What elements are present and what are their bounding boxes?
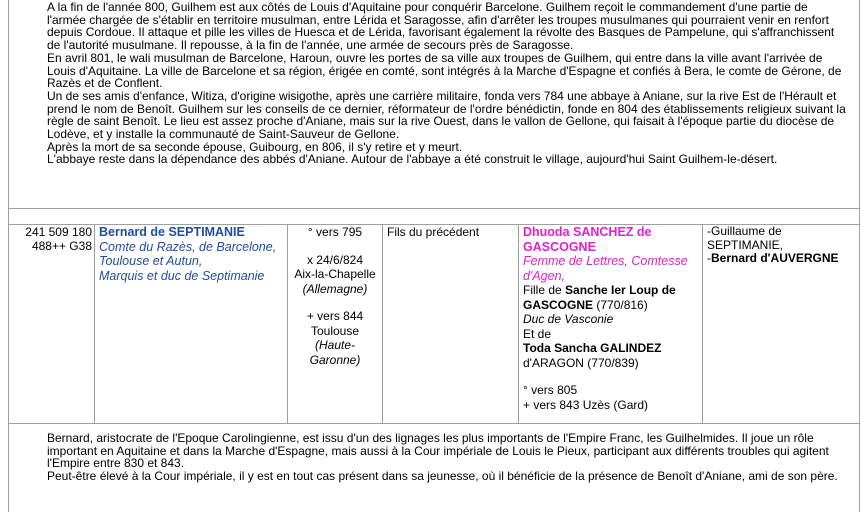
paragraph: Après la mort de sa seconde épouse, Guibourg, en 806, il s'y retire et y meurt. (47, 139, 463, 154)
spouse-titles: Femme de Lettres, Comtesse d'Agen, (523, 254, 688, 283)
paragraph: Bernard, aristocrate de l'Epoque Carolingienne, est issu d'un des lignages les plus importants de l'Empire Franc, les Guilhelmides. Il joue un rôle important en Aquitaine et dans la Marche d'Espagne, mais aussi à la Cour impériale de Louis le Pieux, participant aux différents troubles qui agitent l'Empire entre 830 et 843. (47, 431, 829, 471)
ref-number: 241 509 180 (25, 225, 92, 239)
paragraph: A la fin de l'année 800, Guilhem est aux côtés de Louis d'Aquitaine pour conquérir Barcelone. Guilhem reçoit le commandement d'une partie de l'armée chargée de s'établir en territoire musulman, entre Lérida et Saragosse, afin d'arrêter les troupes musulmanes qui pourraient venir en renfort depuis Cordoue. Il attaque et pille les villes de Huesca et de Lérida, favorisant également la révolte des Basques de Pampelune, qui s'affranchissent de l'autorité musulmane. Il repousse, à la fin de l'année, une armée de secours près de Saragosse. (47, 0, 835, 53)
death-region: (Haute-Garonne) (309, 338, 361, 367)
guilhem-biography (47, 1, 847, 166)
reference-cell (12, 225, 92, 253)
spouse-birth: ° vers 805 (523, 383, 578, 397)
spouse-father-line (523, 283, 699, 312)
person-title: Marquis et duc de Septimanie (99, 268, 265, 283)
paragraph: En avril 801, le wali musulman de Barcelone, Haroun, ouvre les portes de sa ville aux troupes de Guilhem, qui entre dans la ville avant l'arrivée de Louis d'Aquitaine. La ville de Barcelone et sa région, érigée en comté, sont intégrés à la Marche d'Espagne et confiés à Bera, le comte de Gérone, de Razès et de Conflent. (47, 50, 842, 91)
row-divider-bottom (8, 423, 860, 424)
spouse-cell (523, 225, 699, 412)
death-place: Toulouse (310, 323, 360, 338)
child (707, 252, 857, 266)
spouse-father-title: Duc de Vasconie (523, 312, 614, 326)
child-prefix: - (707, 251, 711, 265)
child: -Guillaume de SEPTIMANIE, (707, 224, 784, 252)
person-cell (99, 225, 284, 283)
marriage-date: x 24/6/824 (306, 252, 364, 267)
ref-code: 488++ G38 (31, 239, 92, 253)
col-divider-2 (287, 224, 288, 423)
marriage-region: (Allemagne) (302, 281, 368, 296)
col-divider-3 (382, 224, 383, 423)
paragraph: Peut-être élevé à la Cour impériale, il y est en tout cas présent dans sa jeunesse, où il bénéficie de la présence de Benoît d'Aniane, ami de son père. (47, 469, 838, 484)
birth: ° vers 795 (307, 225, 363, 239)
col-divider-4 (518, 224, 519, 423)
row-divider-top (8, 208, 860, 209)
filiation-cell (387, 225, 515, 240)
spouse-death: + vers 843 Uzès (Gard) (523, 397, 649, 412)
spouse-mother: Toda Sancha GALINDEZ (523, 341, 662, 355)
death: + vers 844 (306, 309, 364, 323)
spouse-name: Dhuoda SANCHEZ de GASCOGNE (523, 225, 652, 254)
paragraph: L'abbaye reste dans la dépendance des abbés d'Aniane. Autour de l'abbaye a été construit le village, aujourd'hui Saint Guilhem-le-désert. (47, 152, 778, 167)
bernard-biography (47, 432, 847, 483)
col-divider-5 (702, 224, 703, 423)
children-cell (707, 225, 857, 266)
dates-cell (289, 225, 381, 367)
spouse-father-dates: (770/816) (593, 297, 648, 312)
spouse-and: Et de (523, 326, 552, 341)
person-title: Comte du Razès, de Barcelone, Toulouse et Autun, (99, 239, 277, 268)
spouse-father-prefix: Fille de (523, 283, 566, 297)
col-divider-1 (94, 224, 95, 423)
person-name: Bernard de SEPTIMANIE (99, 225, 245, 239)
child-name: Bernard d'AUVERGNE (711, 251, 839, 265)
paragraph: Un de ses amis d'enfance, Witiza, d'origine wisigothe, après une carrière militaire, fonda vers 784 une abbaye à Aniane, sur la rive Est de l'Hérault et prend le nom de Benoît. Guilhem sur les conseils de ce dernier, réformateur de l'ordre bénédictin, fonde en 804 des établissements religieux suivant la règle de saint Benoît. Le lieu est assez proche d'Aniane, mais sur la rive Ouest, dans le vallon de Gellone, qui faisait à l'époque partie du diocèse de Lodève, et y installe la communauté de Saint-Sauveur de Gellone. (47, 88, 846, 142)
spouse-mother-place: d'ARAGON (770/839) (523, 355, 639, 370)
filiation: Fils du précédent (387, 225, 480, 239)
marriage-place: Aix-la-Chapelle (294, 267, 376, 281)
spouse-father: Sanche Ier Loup de GASCOGNE (523, 283, 676, 312)
